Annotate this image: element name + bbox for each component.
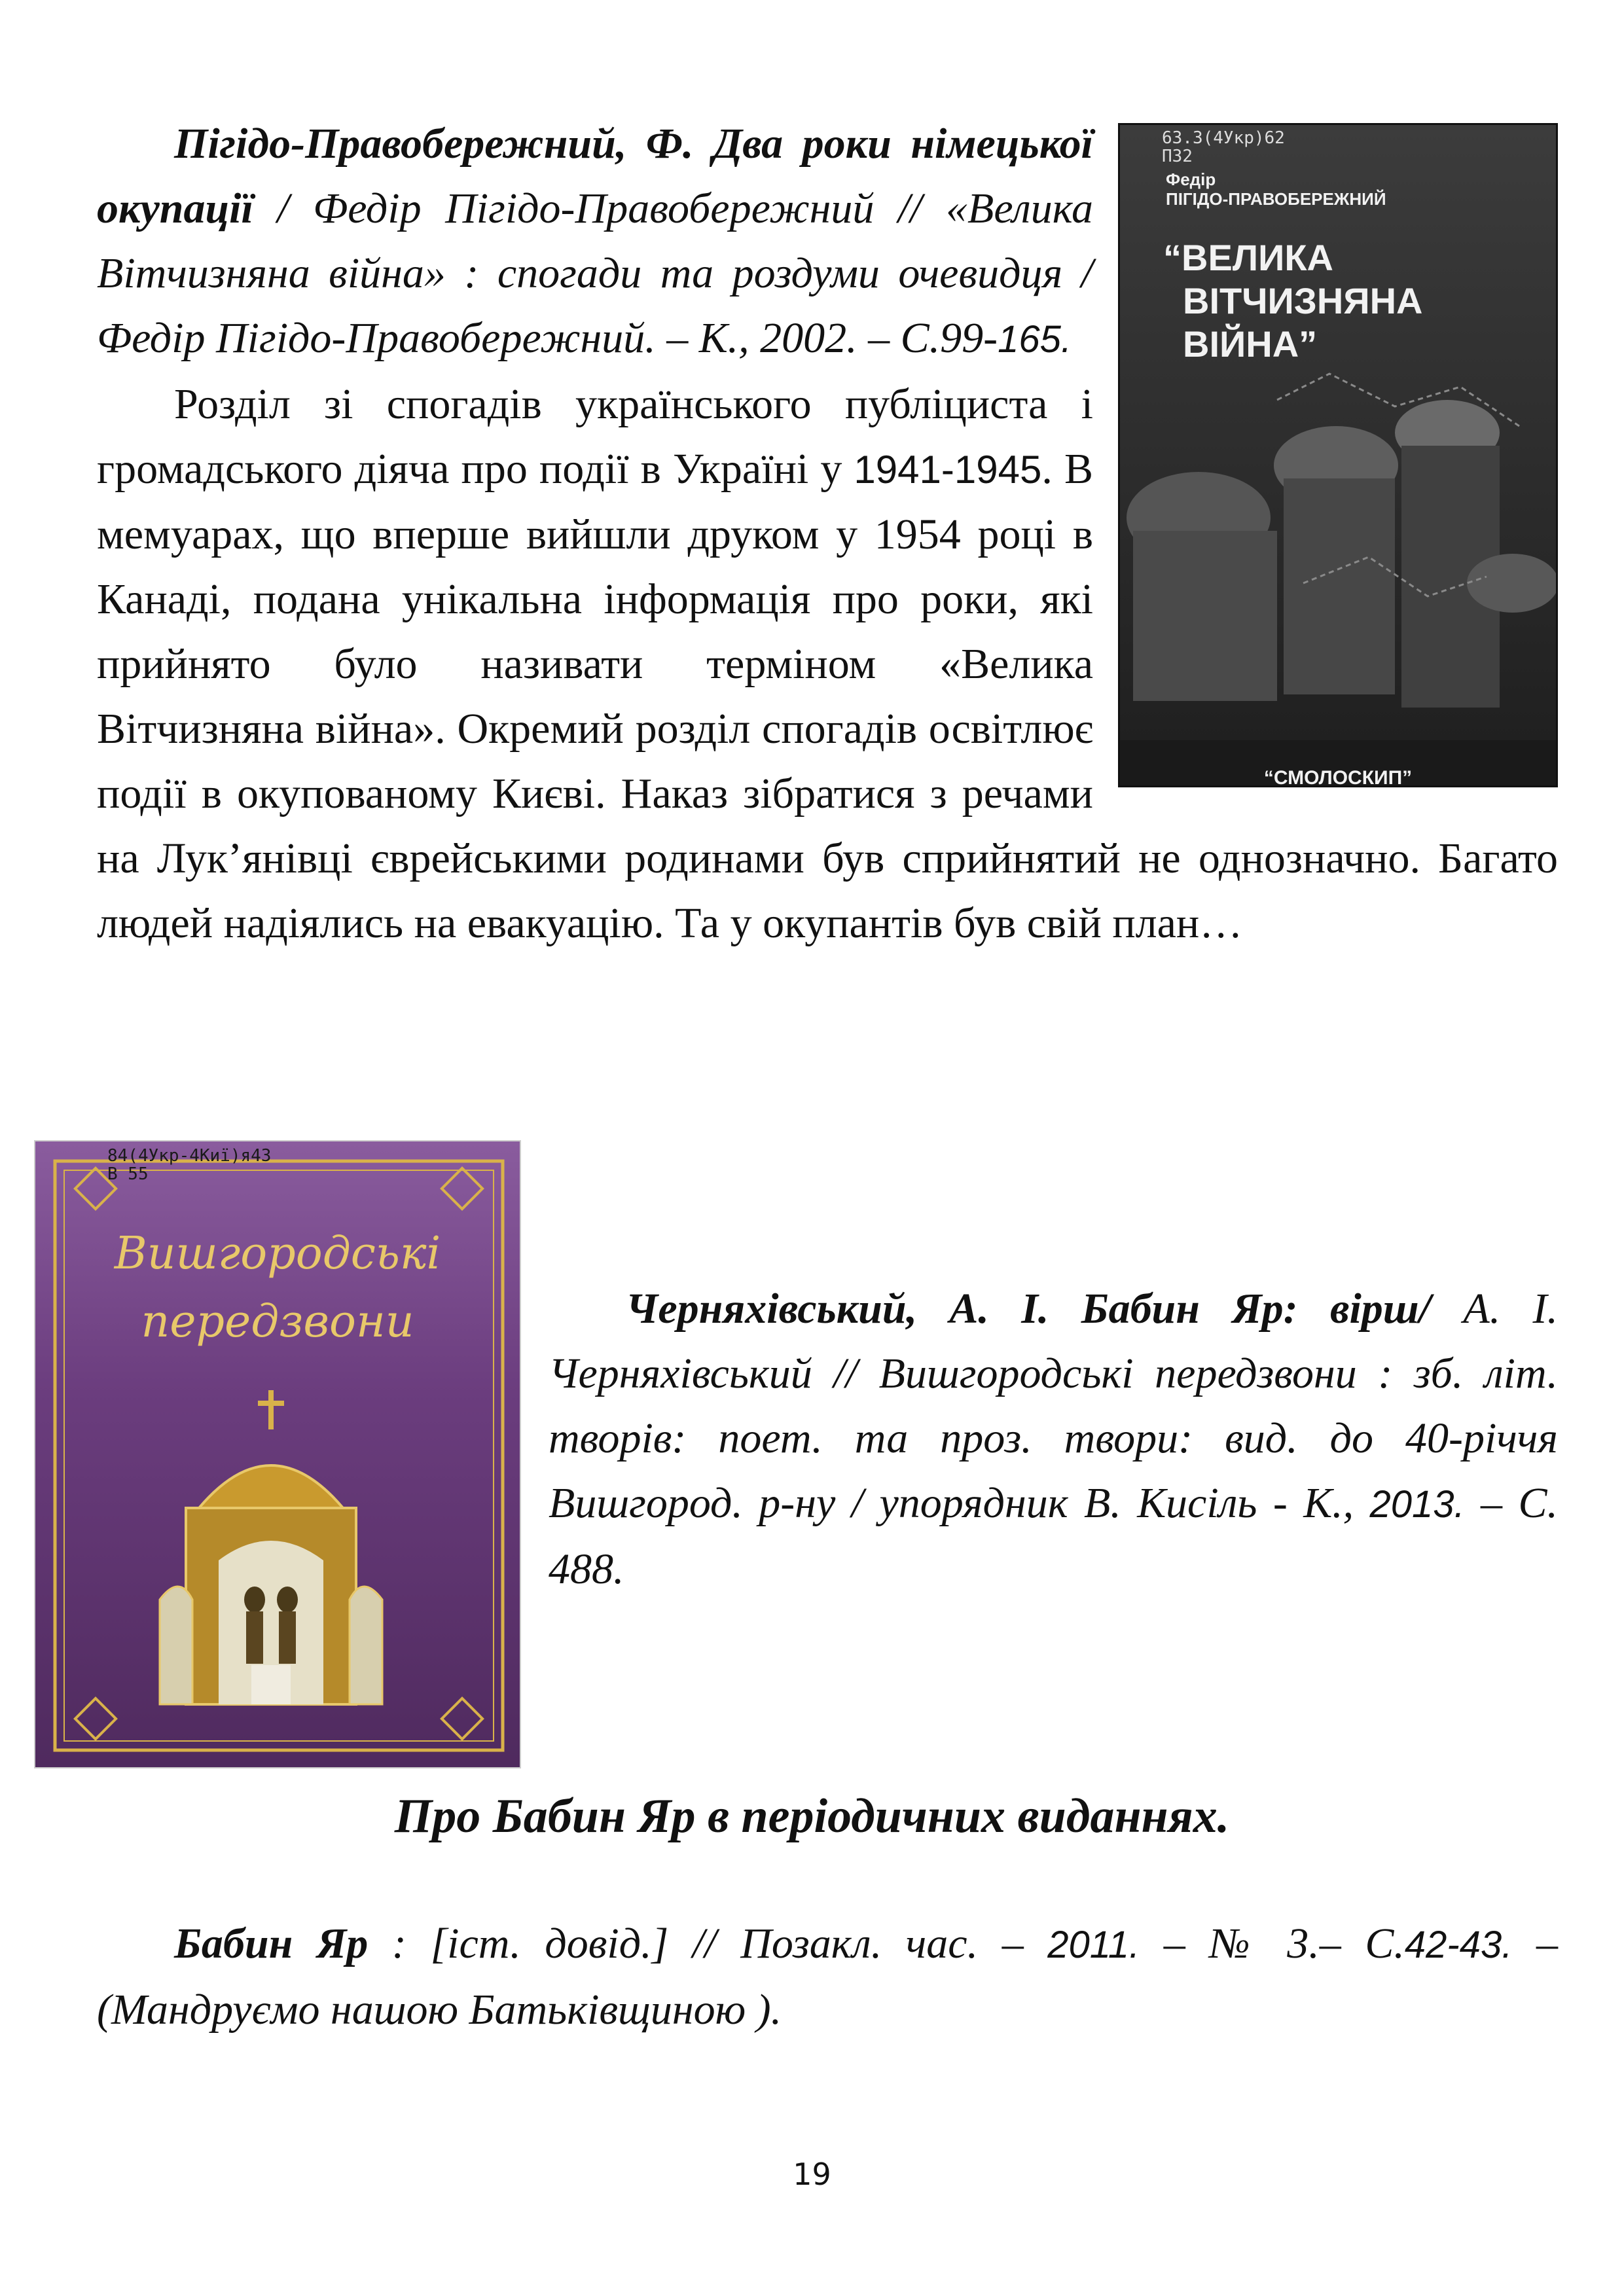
cover2-title: Вишгородські передзвони <box>114 1228 441 1348</box>
cover-title: “ВЕЛИКА ВІТЧИЗНЯНА ВІЙНА” <box>1163 237 1423 365</box>
cover-author: Федір ПІГІДО-ПРАВОБЕРЕЖНИЙ <box>1166 170 1386 209</box>
entry3-pages: 42-43. <box>1404 1924 1513 1966</box>
entry3-title: Бабин Яр <box>174 1920 369 1967</box>
cover2-shelf-mark: 84(4Укр-4Киї)я43 В 55 <box>107 1146 272 1184</box>
entry1-annotation: Розділ зі спогадів українського публіциста і громадського діяча про події в Україні у 1941-1945. В мемуарах, що вперше вийшли друком у 1954 році в Канаді, подана унікальна інформація про роки, які прийнято було називати терміном «Велика Вітчизняна війна». Окремий розділ спогадів освітлює події в окупованому Києві. Наказ зібратися з речами на Лук’янівці єврейськими родинами був сприйнятий не однозначно. Багато людей надіялись на евакуацію. Та у окупантів був свій план… <box>97 380 1558 947</box>
page-number: 19 <box>793 2157 831 2192</box>
bibliography-entry-2 <box>549 1276 1558 1602</box>
entry3-citation <box>97 1911 1558 2042</box>
entry3-issue: – № 3.– С. <box>1140 1920 1405 1967</box>
entry1-responsibility: / Федір Пігідо-Правобережний // «Велика Вітчизняна війна» : спогади та роздуми очевидця / Федір Пігідо-Правобережний. – К., 2002. – С.99- <box>97 185 1093 362</box>
entry2-pages: – С. 488. <box>549 1479 1558 1593</box>
entry1-pages-end: 165. <box>998 318 1072 361</box>
book-cover-vyshhorodski-peredzvony <box>34 1140 521 1768</box>
cover-publisher: “СМОЛОСКИП” <box>1263 767 1413 787</box>
entry2-author-title: Черняхівський, А. І. Бабин Яр: вірш/ <box>626 1285 1432 1333</box>
cover-photo-soldiers <box>1120 125 1558 787</box>
section-heading: Про Бабин Яр в періодичних виданнях. <box>394 1789 1230 1843</box>
book-cover-velyka-vitchyzniana-viina <box>1118 123 1558 787</box>
entry3-series: – (Мандруємо нашою Батьківщиною ). <box>97 1920 1558 2034</box>
bibliography-entry-1 <box>97 111 1558 956</box>
entry3-details: : [іст. довід.] // Позакл. час. – <box>368 1920 1048 1967</box>
entry2-citation <box>549 1276 1558 1602</box>
entry3-year: 2011. <box>1047 1924 1140 1966</box>
entry1-author-title: Пігідо-Правобережний, Ф. Два роки німецької окупації <box>97 120 1093 232</box>
bibliography-entry-3 <box>97 1911 1558 2042</box>
entry2-details: А. І. Черняхівський // Вишгородські передзвони : зб. літ. творів: поет. та проз. твори: вид. до 40-річчя Вишгород. р-ну / упорядник В. Кисіль - К., <box>549 1285 1558 1527</box>
entry2-year: 2013. <box>1369 1483 1465 1526</box>
cover-shelf-mark: 63.3(4Укр)62 П32 <box>1162 128 1285 166</box>
entry1-years: 1941-1945 <box>854 448 1042 492</box>
